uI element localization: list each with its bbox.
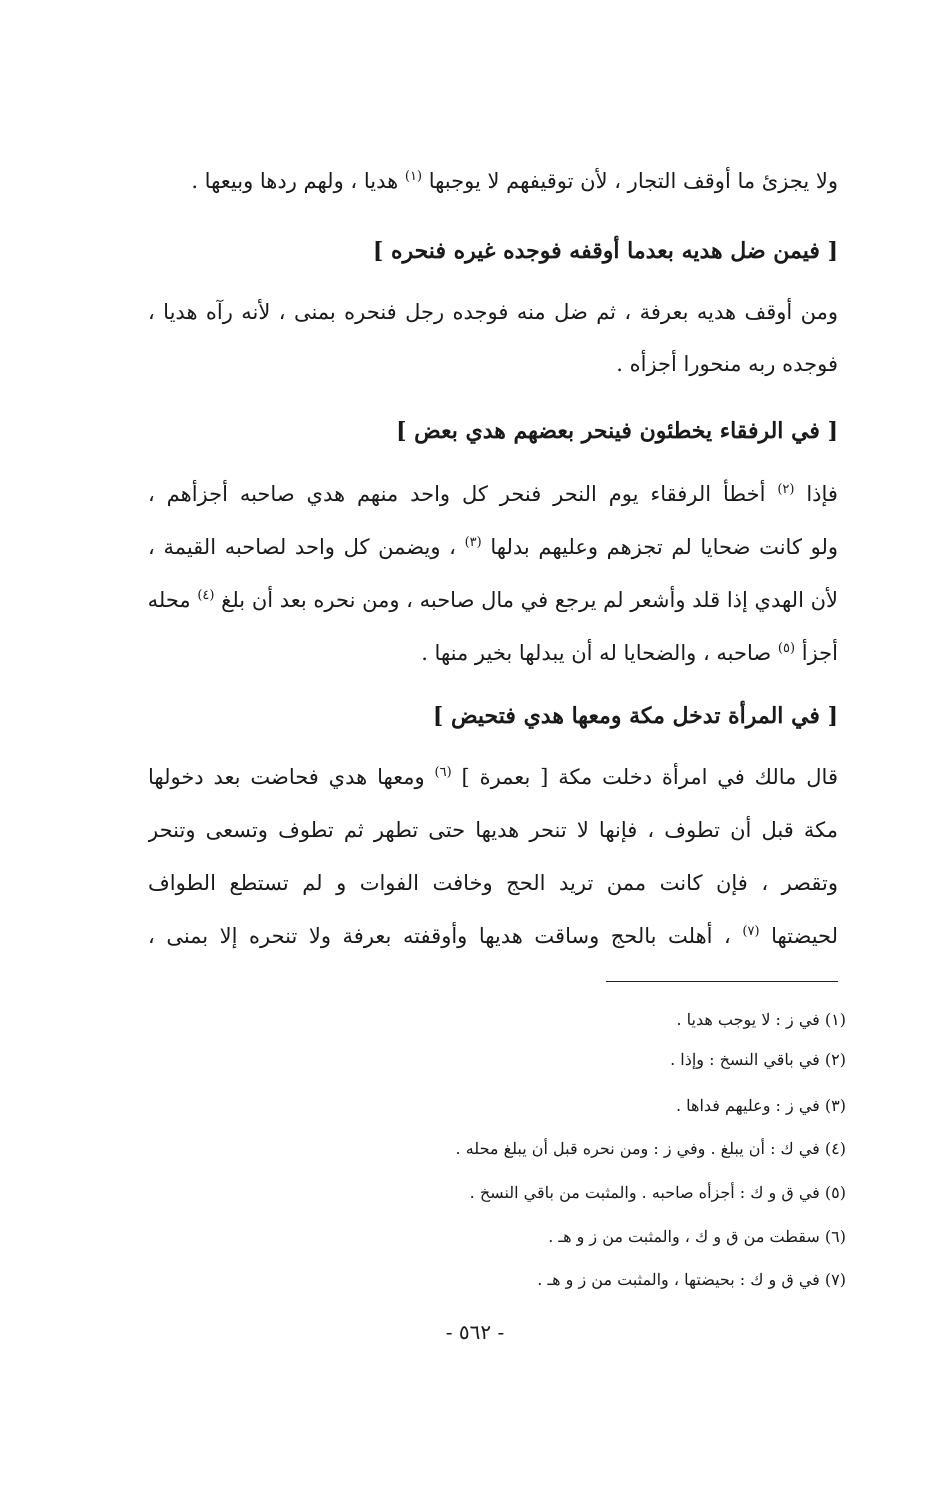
footnote-ref: (٧) (742, 924, 760, 939)
body-line: فوجده ربه منحورا أجزأه . (616, 352, 838, 376)
body-text: ، ويضمن كل واحد لصاحبه القيمة ، (148, 535, 456, 559)
footnote-ref: (٢) (777, 482, 795, 497)
footnote-item (286, 1137, 846, 1161)
body-line (148, 532, 838, 562)
footnote-number: (٥) (824, 1183, 846, 1202)
page-number: - ٥٦٢ - (445, 1320, 505, 1344)
body-text: ومعها هدي فحاضت بعد دخولها (148, 765, 425, 789)
footnote-text: في ز : لا يوجب هديا . (676, 1010, 820, 1029)
footnote-ref: (٥) (777, 641, 796, 656)
body-text: ، أهلت بالحج وساقت هديها وأوقفته بعرفة ولا تنحره إلا بمنى ، (148, 924, 731, 948)
footnote-item (286, 1048, 846, 1072)
body-line (148, 762, 838, 792)
body-line: مكة قبل أن تطوف ، فإنها لا تنحر هديها حتى تطهر ثم تطوف وتسعى وتنحر (148, 818, 838, 842)
footnote-text: في باقي النسخ : وإذا . (670, 1050, 820, 1069)
footnote-text: سقطت من ق و ك ، والمثبت من ز و هـ . (548, 1227, 820, 1246)
footnote-text: في ك : أن يبلغ . وفي ز : ومن نحره قبل أن يبلغ محله . (455, 1139, 820, 1158)
footnote-separator (606, 981, 838, 982)
body-text: ولا يجزئ ما أوقف التجار ، لأن توقيفهم لا يوجبها (428, 169, 838, 193)
body-text: قال مالك في امرأة دخلت مكة [ بعمرة ] (461, 765, 838, 789)
body-text: هديا ، ولهم ردها وبيعها . (191, 169, 399, 193)
footnote-ref: (٤) (197, 588, 215, 603)
footnote-item (286, 1094, 846, 1118)
section-heading: [ فيمن ضل هديه بعدما أوقفه فوجده غيره فنحره ] (372, 238, 838, 264)
footnote-text: في ز : وعليهم فداها . (675, 1096, 820, 1115)
body-line (148, 921, 838, 951)
footnote-number: (٦) (824, 1227, 846, 1246)
body-line: وتقصر ، فإن كانت ممن تريد الحج وخافت الفوات و لم تستطع الطواف (148, 871, 838, 895)
body-line (148, 166, 838, 196)
footnote-number: (٢) (824, 1050, 846, 1069)
body-text: لحيضتها (771, 924, 838, 948)
footnote-item (286, 1008, 846, 1032)
body-line: ومن أوقف هديه بعرفة ، ثم ضل منه فوجده رجل فنحره بمنى ، لأنه رآه هديا ، (148, 300, 838, 324)
body-text: أخطأ الرفقاء يوم النحر فنحر كل واحد منهم هدي صاحبه أجزأهم ، (148, 482, 766, 506)
body-text: فإذا (806, 482, 838, 506)
footnote-number: (٧) (824, 1270, 846, 1289)
footnote-number: (٣) (824, 1096, 846, 1115)
footnote-number: (٤) (824, 1139, 846, 1158)
footnote-ref: (١) (404, 169, 423, 184)
footnote-number: (١) (824, 1010, 846, 1029)
footnote-item (286, 1181, 846, 1205)
body-text: محله (148, 588, 191, 612)
body-text: صاحبه ، والضحايا له أن يبدلها بخير منها . (421, 641, 772, 665)
section-heading: [ في الرفقاء يخطئون فينحر بعضهم هدي بعض ] (396, 418, 838, 444)
footnote-item (286, 1268, 846, 1292)
body-line (148, 638, 838, 668)
footnote-ref: (٣) (464, 535, 482, 550)
footnote-text: في ق و ك : بحيضتها ، والمثبت من ز و هـ . (537, 1270, 820, 1289)
body-text: ولو كانت ضحايا لم تجزهم وعليهم بدلها (490, 535, 838, 559)
body-line (148, 585, 838, 615)
footnote-ref: (٦) (434, 765, 452, 780)
body-line (148, 479, 838, 509)
body-text: أجزأ (801, 641, 838, 665)
footnote-text: في ق و ك : أجزأه صاحبه . والمثبت من باقي النسخ . (469, 1183, 820, 1202)
body-text: لأن الهدي إذا قلد وأشعر لم يرجع في مال صاحبه ، ومن نحره بعد أن بلغ (221, 588, 838, 612)
footnote-item (286, 1225, 846, 1249)
section-heading: [ في المرأة تدخل مكة ومعها هدي فتحيض ] (432, 703, 838, 729)
